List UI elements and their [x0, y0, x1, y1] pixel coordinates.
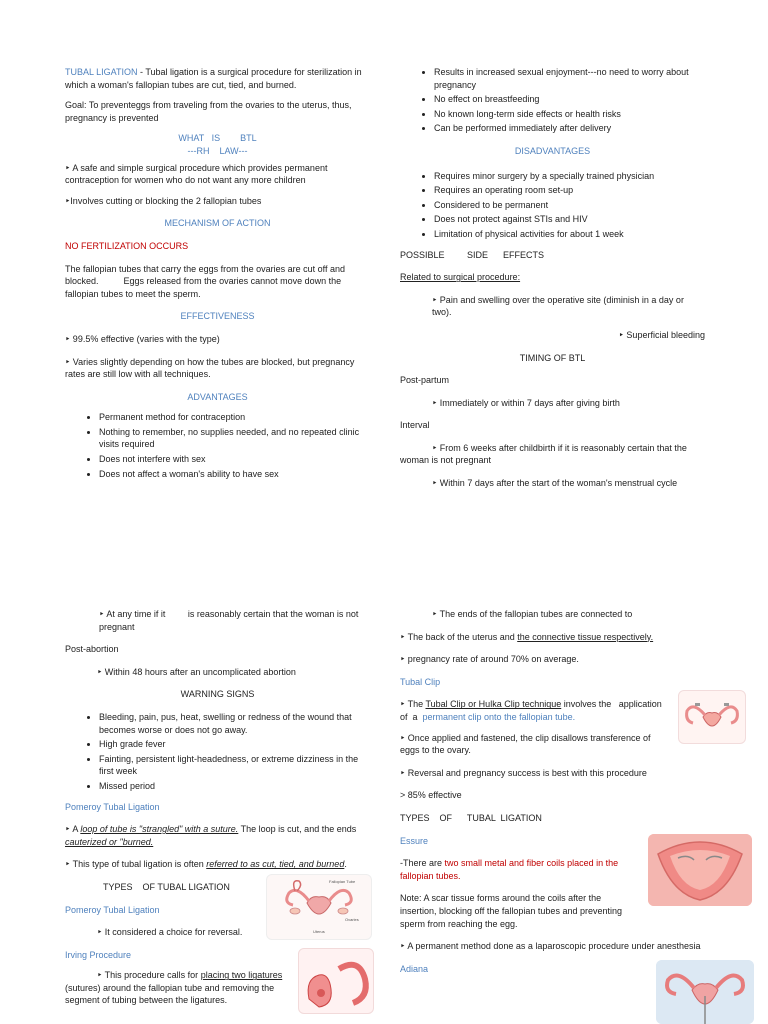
clip-text: ‣ The Tubal Clip or Hulka Clip technique involves the application of a permanent clip onto the fallopian tube.	[400, 699, 665, 722]
postabortion-text: ‣ Within 48 hours after an uncomplicated abortion	[97, 666, 296, 677]
intro-paragraph	[65, 66, 370, 91]
eff-85-text: > 85% effective	[400, 790, 462, 801]
timing-heading: TIMING OF BTL	[519, 352, 586, 363]
list-item: • Does not interfere with sex	[99, 453, 370, 466]
list-item: • Does not affect a woman's ability to have sex	[99, 468, 370, 481]
often-text: ‣ This type of tubal ligation is often referred to as cut, tied, and burned.	[65, 859, 347, 870]
mechanism-text: The fallopian tubes that carry the eggs from the ovaries are cut off and blocked. Eggs released from the ovaries cannot move down the fallopian tubes to meet the sperm.	[65, 263, 348, 299]
superficial-bleeding-text: ‣ Superficial bleeding	[618, 329, 705, 340]
postabortion-label: Post-abortion	[65, 644, 119, 655]
pomeroy-cauterized-text: cauterized or "burned.	[65, 836, 154, 847]
postpartum-label: Post-partum	[400, 375, 450, 386]
irving-link-text: placing two ligatures	[200, 970, 283, 981]
clip-link-text: Tubal Clip or Hulka Clip technique	[425, 699, 562, 710]
pomeroy-loop-text: loop of tube is "strangled" with a suture.	[80, 824, 239, 835]
effectiveness-heading: EFFECTIVENESS	[180, 311, 255, 322]
bottom-right-column	[400, 608, 705, 983]
possible-side-effects-heading: POSSIBLE SIDE EFFECTS	[400, 249, 545, 260]
what-is-btl-heading: WHAT IS BTL	[178, 133, 257, 144]
list-item: • Can be performed immediately after delivery	[434, 122, 705, 135]
postpartum-text: ‣ Immediately or within 7 days after giving birth	[432, 397, 620, 408]
advantages-list	[65, 411, 370, 480]
intro-title: TUBAL LIGATION	[65, 67, 138, 77]
reversal-success-text: ‣ Reversal and pregnancy success is best with this procedure	[400, 767, 647, 778]
uterus-diagram-icon	[267, 875, 371, 939]
warning-signs-list	[65, 711, 370, 793]
adiana-image	[656, 960, 754, 1024]
clip-applied-text: ‣ Once applied and fastened, the clip disallows transference of eggs to the ovary.	[400, 732, 651, 756]
advantages-heading: ADVANTAGES	[187, 391, 248, 402]
types-heading: TYPES OF TUBAL LIGATION	[103, 881, 230, 892]
pain-swelling-text: ‣ Pain and swelling over the operative site (diminish in a day or two).	[432, 294, 684, 318]
menstrual-text: ‣ Within 7 days after the start of the woman's menstrual cycle	[432, 478, 678, 489]
pomeroy-heading: Pomeroy Tubal Ligation	[65, 801, 160, 812]
tubal-clip-image	[678, 690, 746, 744]
adiana-diagram-icon	[656, 960, 754, 1024]
list-item: • No effect on breastfeeding	[434, 93, 705, 106]
list-item: • Requires an operating room set-up	[434, 184, 705, 197]
mechanism-heading: MECHANISM OF ACTION	[164, 218, 271, 229]
top-right-column	[400, 66, 705, 498]
permanent-method-text: ‣ A permanent method done as a laparoscopic procedure under anesthesia	[400, 941, 701, 952]
intro-text: - Tubal ligation is a surgical procedure for sterilization in which a woman's fallopian tubes are cut, tied, and burned.	[65, 67, 362, 90]
irving-procedure-image	[298, 948, 374, 1014]
advantages-continued-list	[400, 66, 705, 135]
pregnancy-rate-text: ‣ pregnancy rate of around 70% on average.	[400, 654, 579, 665]
note-text: Note: A scar tissue forms around the coils after the insertion, blocking off the fallopian tubes and preventing sperm from reaching the egg.	[400, 893, 622, 929]
pomeroy-text: ‣ A loop of tube is "strangled" with a suture. The loop is cut, and the ends cauterized or "burned.	[65, 824, 357, 847]
irving-text: ‣ This procedure calls for placing two ligatures (sutures) around the fallopian tube and removing the segment of tubing between the ligatures.	[65, 970, 283, 1006]
list-item: • Missed period	[99, 780, 370, 793]
interval-text: ‣ From 6 weeks after childbirth if it is reasonably certain that the woman is not pregnant	[400, 442, 687, 466]
essure-heading: Essure	[400, 835, 429, 846]
fig-label: Fallopian Tube	[329, 879, 356, 884]
fig-label: Ovaries	[345, 917, 359, 922]
list-item: • Nothing to remember, no supplies needed, and no repeated clinic visits required	[99, 426, 370, 451]
back-of-uterus-text: ‣ The back of the uterus and the connective tissue respectively.	[400, 631, 654, 642]
involves-text: ‣Involves cutting or blocking the 2 fallopian tubes	[65, 195, 262, 206]
no-fertilization-heading: NO FERTILIZATION OCCURS	[65, 240, 189, 251]
top-left-column	[65, 66, 370, 488]
clip-blue-text: permanent clip onto the fallopian tube.	[422, 711, 576, 722]
uterus-cavity-icon	[648, 834, 752, 906]
effectiveness-item-2: ‣ Varies slightly depending on how the tubes are blocked, but pregnancy rates are still low with all techniques.	[65, 356, 355, 380]
list-item: • Permanent method for contraception	[99, 411, 370, 424]
anytime-text: ‣ At any time if it is reasonably certain that the woman is not pregnant	[99, 609, 361, 632]
irving-heading: Irving Procedure	[65, 949, 132, 960]
rh-law-heading: ---RH LAW---	[187, 145, 248, 156]
tubal-clip-heading: Tubal Clip	[400, 676, 441, 687]
uterus-closeup-icon	[299, 949, 373, 1013]
list-item: • Bleeding, pain, pus, heat, swelling or redness of the wound that becomes worse or does not go away.	[99, 711, 370, 736]
effectiveness-item-1: ‣ 99.5% effective (varies with the type)	[65, 333, 220, 344]
ends-text: ‣ The ends of the fallopian tubes are connected to	[432, 609, 633, 619]
essure-red-text: two small metal and fiber coils placed in the fallopian tubes.	[400, 858, 619, 881]
essure-text: -There are two small metal and fiber coils placed in the fallopian tubes.	[400, 858, 619, 881]
list-item: • Does not protect against STIs and HIV	[434, 213, 705, 226]
pomeroy-diagram-image	[266, 874, 372, 940]
disadvantages-heading: DISADVANTAGES	[514, 145, 591, 156]
often-link-text: referred to as cut, tied, and burned	[206, 859, 345, 870]
types-heading-right: TYPES OF TUBAL LIGATION	[400, 812, 542, 823]
reversal-text: ‣ It considered a choice for reversal.	[97, 927, 243, 938]
fallopian-clip-icon	[679, 691, 745, 743]
essure-image	[648, 834, 752, 906]
safe-text: ‣ A safe and simple surgical procedure which provides permanent contraception for women who do not want any more children	[65, 162, 328, 186]
list-item: • Requires minor surgery by a specially trained physician	[434, 170, 705, 183]
disadvantages-list	[400, 170, 705, 241]
warning-signs-heading: WARNING SIGNS	[180, 689, 255, 700]
pomeroy-heading-2: Pomeroy Tubal Ligation	[65, 904, 160, 915]
back-link-text: the connective tissue respectively.	[517, 631, 654, 642]
list-item: • Fainting, persistent light-headedness, or extreme dizziness in the first week	[99, 753, 370, 778]
list-item: • High grade fever	[99, 738, 370, 751]
interval-label: Interval	[400, 420, 430, 431]
related-surgical-heading: Related to surgical procedure:	[400, 272, 521, 283]
adiana-heading: Adiana	[400, 963, 429, 974]
list-item: • Considered to be permanent	[434, 199, 705, 212]
list-item: • No known long-term side effects or health risks	[434, 108, 705, 121]
fig-label: Uterus	[313, 929, 325, 934]
list-item: • Limitation of physical activities for about 1 week	[434, 228, 705, 241]
goal-text: Goal: To preventeggs from traveling from the ovaries to the uterus, thus, pregnancy is prevented	[65, 100, 352, 123]
list-item: • Results in increased sexual enjoyment---no need to worry about pregnancy	[434, 66, 705, 91]
